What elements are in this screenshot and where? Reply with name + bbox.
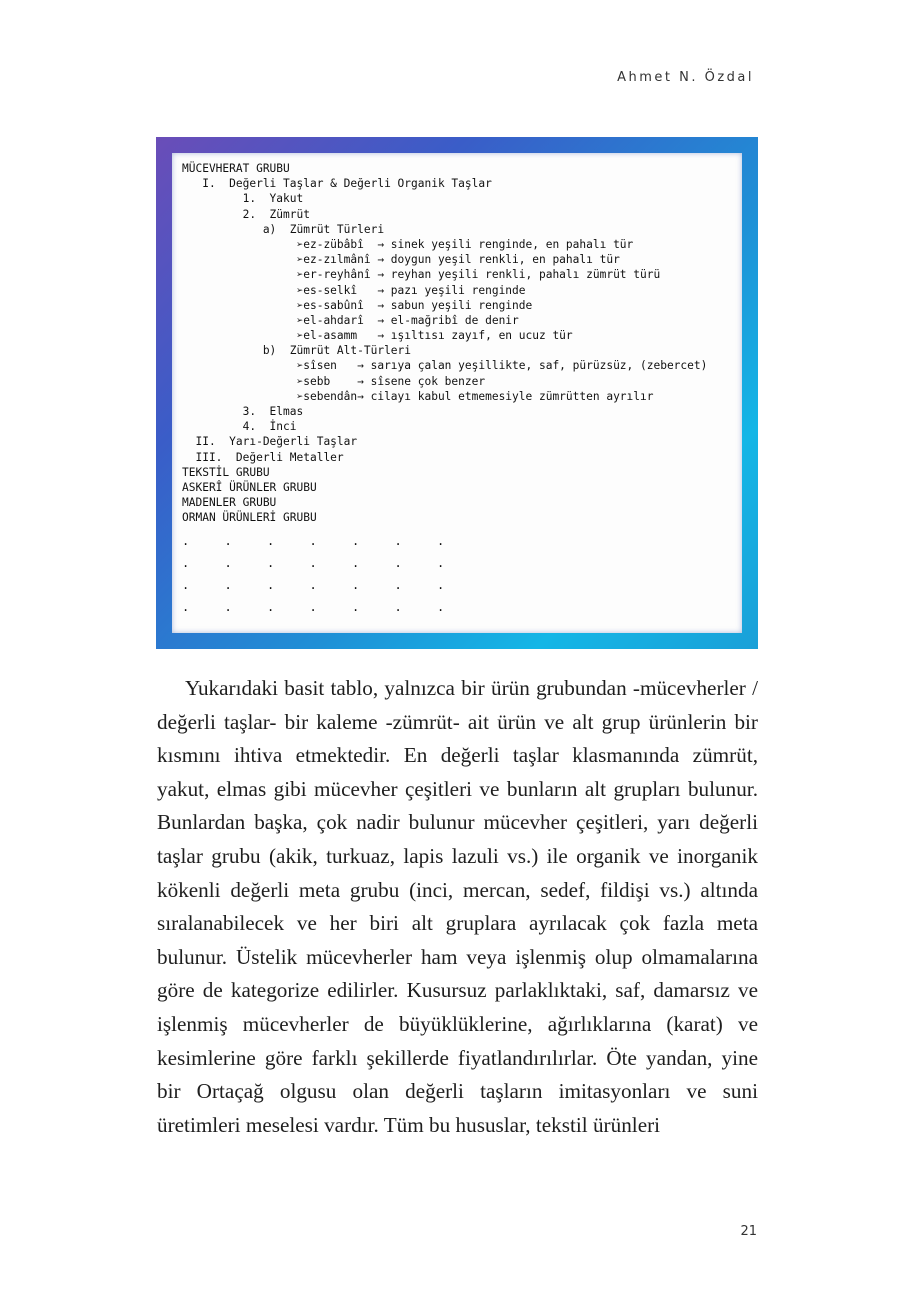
- dot-row: [182, 552, 480, 574]
- outline-line: ASKERÎ ÜRÜNLER GRUBU: [182, 480, 317, 494]
- category-outline: [182, 161, 707, 526]
- ellipsis-dot: .: [394, 600, 402, 614]
- ellipsis-dot: .: [352, 578, 360, 592]
- outline-line: ➢ez-zübâbî → sinek yeşili renginde, en pahalı tür: [182, 237, 634, 251]
- running-header-author: Ahmet N. Özdal: [617, 70, 754, 85]
- outline-line: ORMAN ÜRÜNLERİ GRUBU: [182, 511, 317, 525]
- outline-line: ➢es-selkî → pazı yeşili renginde: [182, 283, 526, 297]
- ellipsis-dot: .: [309, 556, 317, 570]
- ellipsis-dot: .: [437, 578, 445, 592]
- ellipsis-dot: .: [267, 534, 275, 548]
- dot-row: [182, 574, 480, 596]
- outline-line: ➢sebendân→ cilayı kabul etmemesiyle zümrütten ayrılır: [182, 389, 654, 403]
- ellipsis-dot: .: [437, 534, 445, 548]
- ellipsis-dot: .: [309, 600, 317, 614]
- ellipsis-dot: .: [267, 600, 275, 614]
- ellipsis-dot: .: [267, 578, 275, 592]
- outline-line: 1. Yakut: [182, 192, 304, 206]
- ellipsis-dot: .: [394, 534, 402, 548]
- dot-row: [182, 530, 480, 552]
- ellipsis-dot: .: [182, 534, 190, 548]
- outline-line: 2. Zümrüt: [182, 207, 310, 221]
- ellipsis-dot: .: [394, 556, 402, 570]
- outline-line: ➢ez-zılmânî → doygun yeşil renkli, en pahalı tür: [182, 253, 620, 267]
- outline-line: I. Değerli Taşlar & Değerli Organik Taşlar: [182, 177, 492, 191]
- ellipsis-dot: .: [352, 556, 360, 570]
- outline-line: a) Zümrüt Türleri: [182, 222, 385, 236]
- figure-frame: [156, 137, 758, 649]
- outline-line: ➢sîsen → sarıya çalan yeşillikte, saf, pürüzsüz, (zebercet): [182, 359, 708, 373]
- ellipsis-dot: .: [437, 600, 445, 614]
- ellipsis-dot: .: [224, 578, 232, 592]
- ellipsis-dot: .: [224, 534, 232, 548]
- page-number: 21: [740, 1224, 757, 1239]
- outline-line: TEKSTİL GRUBU: [182, 465, 270, 479]
- outline-line: MÜCEVHERAT GRUBU: [182, 162, 290, 175]
- ellipsis-dot: .: [437, 556, 445, 570]
- body-paragraph: Yukarıdaki basit tablo, yalnızca bir ürün grubundan -mücevherler / değerli taşlar- bir kaleme -zümrüt- ait ürün ve alt grup ürünlerin bir kısmını ihtiva etmektedir. En değerli taşlar klasmanında zümrüt, yakut, elmas gibi mücevher çeşitleri ve bunların alt grupları bulunur. Bunlardan başka, çok nadir bulunur mücevher çeşitleri, yarı değerli taşlar grubu (akik, turkuaz, lapis lazuli vs.) ile organik ve inorganik kökenli değerli meta grubu (inci, mercan, sedef, fildişi vs.) altında sıralanabilecek ve her biri alt gruplara ayrılacak çok fazla meta bulunur. Üstelik mücevherler ham veya işlenmiş olup olmamalarına göre de kategorize edilirler. Kusursuz parlaklıktaki, saf, damarsız ve işlenmiş mücevherler de büyüklüklerine, ağırlıklarına (karat) ve kesimlerine göre farklı şekillerde fiyatlandırılırlar. Öte yandan, yine bir Ortaçağ olgusu olan değerli taşların imitasyonları ve suni üretimleri meselesi vardır. Tüm bu hususlar, tekstil ürünleri: [157, 676, 758, 1137]
- ellipsis-dot: .: [309, 578, 317, 592]
- ellipsis-dot: .: [309, 534, 317, 548]
- ellipsis-dot: .: [394, 578, 402, 592]
- outline-line: MADENLER GRUBU: [182, 496, 277, 510]
- outline-line: ➢el-asamm → ışıltısı zayıf, en ucuz tür: [182, 329, 573, 343]
- outline-line: b) Zümrüt Alt-Türleri: [182, 344, 412, 358]
- ellipsis-dot-grid: [182, 530, 480, 618]
- outline-line: ➢es-sabûnî → sabun yeşili renginde: [182, 298, 533, 312]
- ellipsis-dot: .: [352, 534, 360, 548]
- outline-line: 4. İnci: [182, 420, 297, 434]
- ellipsis-dot: .: [267, 556, 275, 570]
- outline-line: ➢sebb → sîsene çok benzer: [182, 374, 486, 388]
- ellipsis-dot: .: [224, 600, 232, 614]
- ellipsis-dot: .: [182, 578, 190, 592]
- dot-row: [182, 596, 480, 618]
- body-text: [157, 672, 758, 1142]
- outline-line: II. Yarı-Değerli Taşlar: [182, 435, 358, 449]
- ellipsis-dot: .: [224, 556, 232, 570]
- ellipsis-dot: .: [352, 600, 360, 614]
- outline-line: ➢er-reyhânî → reyhan yeşili renkli, pahalı zümrüt türü: [182, 268, 661, 282]
- outline-line: III. Değerli Metaller: [182, 450, 344, 464]
- outline-line: ➢el-ahdarî → el-mağribî de denir: [182, 313, 519, 327]
- figure-content: [172, 153, 742, 633]
- ellipsis-dot: .: [182, 556, 190, 570]
- outline-line: 3. Elmas: [182, 405, 304, 418]
- ellipsis-dot: .: [182, 600, 190, 614]
